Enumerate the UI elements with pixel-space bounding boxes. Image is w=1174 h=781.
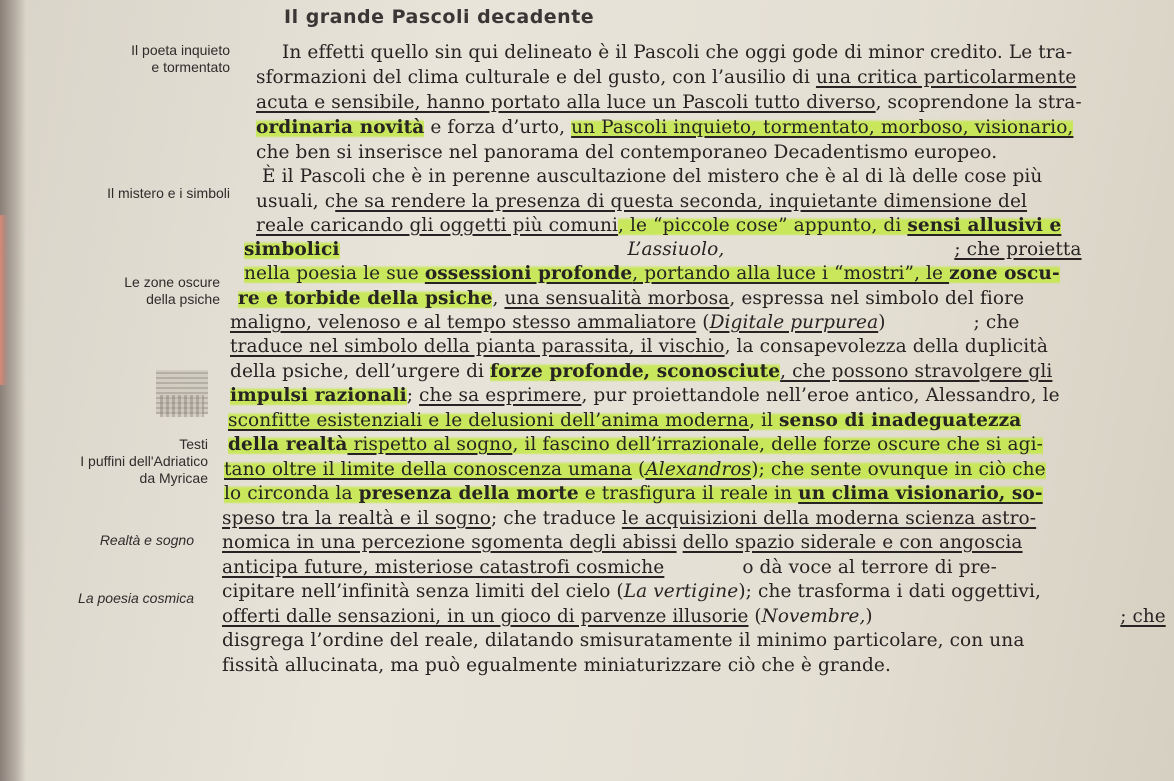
text-run: ( [748, 606, 762, 627]
highlighted-underlined-text: tano oltre il limite della conoscenza umana [224, 459, 633, 480]
text-run: ; che [973, 312, 1020, 333]
poem-title: Novembre, [761, 606, 866, 627]
page-edge-tint [0, 215, 8, 385]
underlined-text: acuta e sensibile, hanno portato alla luce un Pascoli tutto diverso [256, 92, 876, 113]
body-line [282, 41, 1072, 64]
text-run: ; che traduce [490, 508, 622, 529]
underlined-text: che sa esprimere [419, 385, 582, 406]
highlighted-text: ( [632, 459, 646, 480]
margin-note-cosmica: La poesia cosmica [78, 590, 194, 606]
body-line [222, 654, 891, 677]
underlined-text: traduce nel simbolo della pianta parassita, il vischio [230, 336, 725, 357]
margin-note-line: della psiche [146, 291, 220, 307]
highlighted-text: zone oscu- [949, 263, 1060, 284]
text-run: fissità allucinata, ma può egualmente miniaturizzare ciò che è grande. [222, 655, 891, 676]
text-run: È il Pascoli che è in perenne auscultazione del mistero che è al di là delle cose più [262, 166, 1043, 187]
underlined-text: le acquisizioni della moderna scienza astro- [621, 508, 1037, 529]
text-run: , pur proiettandole nell’eroe antico, Alessandro, le [581, 385, 1060, 406]
margin-note-line: da Myricae [139, 470, 208, 486]
underlined-text: ; che proietta [954, 239, 1082, 260]
highlighted-underlined-text: sensi allusivi e [907, 215, 1062, 236]
margin-note-realta: Realtà e sogno [99, 532, 194, 548]
underlined-text: reale caricando gli oggetti più comuni [256, 215, 619, 236]
text-run: , scoprendone la stra- [875, 92, 1082, 113]
highlighted-text: impulsi razionali [230, 385, 407, 406]
highlighted-underlined-text: un clima visionario, so- [798, 483, 1043, 504]
body-line [224, 482, 1043, 505]
body-line [222, 629, 1024, 652]
underlined-text: , che possono stravolgere gli [780, 361, 1053, 382]
text-run: ) [878, 312, 886, 333]
highlighted-underlined-text: , portando alla luce i “mostri”, le [632, 263, 950, 284]
underlined-text: ; che [1120, 606, 1166, 627]
body-line [228, 409, 1021, 432]
highlighted-text: lo circonda la [224, 483, 359, 504]
underlined-text: una sensualità morbosa [504, 288, 730, 309]
highlighted-underlined-text: ossessioni profonde [424, 263, 633, 284]
text-run: , espressa nel simbolo del fiore [729, 288, 1025, 309]
highlighted-text: nella poesia le sue [244, 263, 425, 284]
margin-note-line: Testi [179, 436, 208, 452]
text-run: ); che trasforma i dati oggettivi, [738, 581, 1041, 602]
body-line [230, 335, 1048, 358]
margin-note-line: e tormentato [151, 59, 230, 75]
highlighted-text: senso di inadeguatezza [779, 410, 1022, 431]
highlighted-text: , il fascino dell’irrazionale, delle forze oscure che si agi- [512, 434, 1043, 455]
highlighted-underlined-text: rispetto al sogno [347, 434, 513, 455]
margin-note-zone [124, 274, 220, 308]
body-line [256, 214, 1061, 237]
page-title: Il grande Pascoli decadente [284, 6, 595, 28]
body-line [256, 91, 1082, 114]
highlighted-underlined-text: un Pascoli inquieto, tormentato, morboso, visionario, [571, 117, 1074, 138]
body-line [222, 507, 1036, 530]
text-run: In effetti quello sin qui delineato è il Pascoli che oggi gode di minor credito. Le tra- [282, 42, 1073, 63]
body-line [256, 141, 997, 164]
page-edge [0, 0, 26, 781]
highlighted-text: presenza della morte [358, 483, 579, 504]
text-run: della psiche, dell’urgere di [230, 361, 491, 382]
underlined-text: nomica in una percezione sgomenta degli abissi [222, 532, 677, 553]
text-run: e forza d’urto, [424, 117, 572, 138]
margin-thumbnail-detail [160, 395, 204, 417]
body-line [244, 238, 1082, 261]
body-line [230, 360, 1052, 383]
margin-note-poeta [131, 42, 230, 76]
text-run: ; [406, 385, 420, 406]
text-run: cipitare nell’infinità senza limiti del cielo ( [222, 581, 624, 602]
highlighted-text: ordinaria novità [256, 117, 425, 138]
body-line [262, 165, 1042, 188]
highlighted-text: , le “piccole cose” appunto, di [618, 215, 908, 236]
text-run: , [492, 288, 505, 309]
margin-note-line: I puffini dell'Adriatico [80, 453, 208, 469]
margin-note-line: Il poeta inquieto [131, 42, 230, 58]
body-line [230, 311, 1019, 334]
underlined-text: dello spazio siderale e con angoscia [682, 532, 1023, 553]
body-line [256, 116, 1073, 139]
underlined-text: una critica particolarmente [815, 67, 1077, 88]
underlined-text: maligno, velenoso e al tempo stesso ammaliatore [230, 312, 697, 333]
margin-note-line: Le zone oscure [124, 274, 220, 290]
highlighted-text: e trasfigura il reale in [578, 483, 799, 504]
highlighted-underlined-text: sconfitte esistenziali e le delusioni dell’anima moderna [228, 410, 750, 431]
text-run: sformazioni del clima culturale e del gusto, con l’ausilio di [256, 67, 816, 88]
margin-note-testi [80, 436, 208, 487]
underlined-text: he sa rendere la presenza di questa seconda, inquietante dimensione del [335, 191, 1028, 212]
highlighted-text: della realtà [228, 434, 348, 455]
margin-note-mistero: Il mistero e i simboli [107, 185, 230, 201]
body-line [224, 458, 1046, 481]
body-line [222, 580, 1041, 603]
body-line [228, 433, 1043, 456]
poem-title: L’assiuolo, [627, 239, 725, 260]
text-run: che ben si inserisce nel panorama del contemporaneo Decadentismo europeo. [256, 142, 998, 163]
highlighted-text: re e torbide della psiche [238, 288, 493, 309]
highlighted-text: , il [749, 410, 780, 431]
underlined-text: anticipa future, misteriose catastrofi cosmiche [222, 557, 665, 578]
highlighted-text: simbolici [244, 239, 340, 260]
poem-title: Digitale purpurea [709, 312, 879, 333]
text-run: ) [865, 606, 873, 627]
body-line [256, 190, 1027, 213]
body-line [222, 531, 1023, 554]
text-run: ( [696, 312, 710, 333]
body-line [238, 287, 1024, 310]
text-run: o dà voce al terrore di pre- [742, 557, 997, 578]
highlighted-text: ); che sente ovunque in ciò che [751, 459, 1046, 480]
poem-title: Alexandros [645, 459, 752, 480]
body-line [244, 262, 1060, 285]
highlighted-text: forze profonde, sconosciute [490, 361, 781, 382]
poem-title: La vertigine [623, 581, 739, 602]
body-line [222, 605, 1166, 628]
body-line [222, 556, 997, 579]
body-line [256, 66, 1076, 89]
body-line [230, 384, 1060, 407]
text-run: disgrega l’ordine del reale, dilatando smisuratamente il minimo particolare, con una [222, 630, 1025, 651]
text-run: usuali, c [256, 191, 336, 212]
text-run: , la consapevolezza della duplicità [724, 336, 1048, 357]
underlined-text: speso tra la realtà e il sogno [222, 508, 491, 529]
underlined-text: offerti dalle sensazioni, in un gioco di parvenze illusorie [222, 606, 749, 627]
